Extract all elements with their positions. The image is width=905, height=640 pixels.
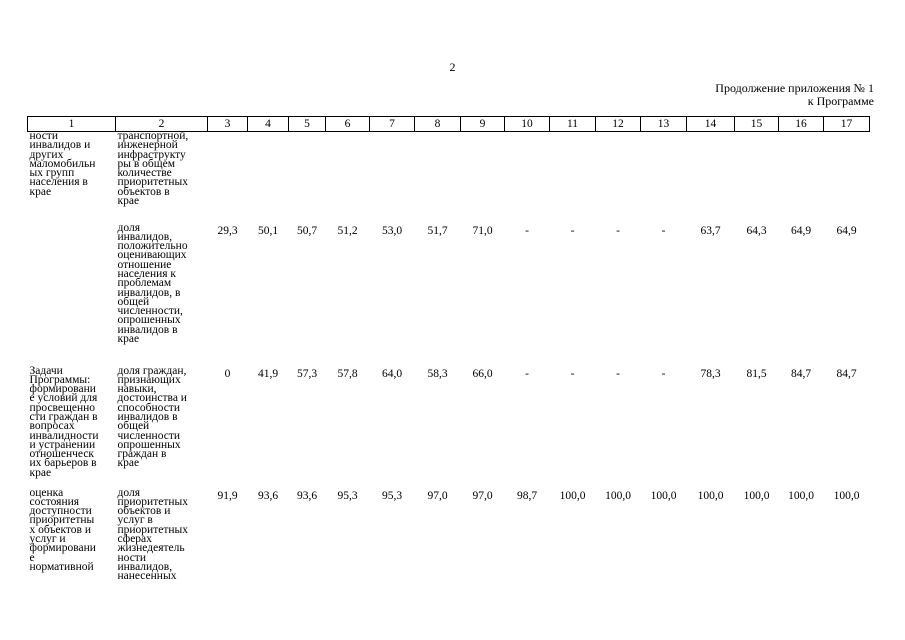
value-cell: 63,7: [700, 224, 721, 237]
value-cell: 97,0: [427, 489, 448, 502]
value-cell: [289, 132, 326, 224]
program-indicators-table: [27, 116, 870, 604]
value-cell: -: [661, 224, 666, 237]
value-cell: 51,2: [337, 224, 358, 237]
value-cell: [370, 132, 415, 224]
value-cell: 97,0: [472, 489, 493, 502]
value-cell: [208, 132, 248, 224]
value-cell: 78,3: [700, 367, 721, 380]
value-cell: 91,9: [217, 489, 238, 502]
value-cell: 51,7: [427, 224, 448, 237]
column-number-header: 3: [208, 117, 248, 132]
value-cell: 64,0: [381, 367, 403, 380]
value-cell: 53,0: [381, 224, 403, 237]
value-cell: -: [570, 224, 575, 237]
column-number-header: 15: [735, 117, 779, 132]
continuation-line-1: Продолжение приложения № 1: [715, 81, 874, 95]
value-cell: 57,3: [296, 367, 318, 380]
task-cell: [28, 224, 116, 367]
value-cell: [550, 132, 596, 224]
value-cell: -: [616, 224, 620, 237]
value-cell: 100,0: [605, 489, 631, 502]
value-cell: 100,0: [559, 489, 586, 502]
task-cell: ности инвалидов и других маломобильн ых групп населения в крае: [29, 130, 96, 198]
column-number-header: 11: [550, 117, 596, 132]
column-number-header: 16: [779, 117, 824, 132]
value-cell: 58,3: [427, 367, 448, 380]
column-number-header: 14: [687, 117, 735, 132]
value-cell: 95,3: [337, 489, 358, 502]
value-cell: 93,6: [296, 489, 318, 502]
value-cell: 100,0: [650, 489, 677, 502]
column-number-header: 1: [28, 117, 116, 132]
task-cell: Задачи Программы: формировани е условий для просвещенно сти граждан в вопросах инвалидности и устранении отношенческ их барьеров в крае: [29, 364, 99, 479]
value-cell: 64,9: [836, 224, 857, 237]
value-cell: [461, 132, 505, 224]
value-cell: 81,5: [746, 367, 767, 380]
value-cell: 71,0: [472, 224, 493, 237]
table-row: [28, 132, 870, 224]
value-cell: 84,7: [790, 367, 812, 380]
continuation-line-2: к Программе: [807, 94, 874, 108]
indicator-name-cell: доля граждан, признающих навыки, достоинства и способности инвалидов в общей численности опрошенных граждан в крае: [117, 364, 187, 470]
value-cell: 29,3: [217, 224, 238, 237]
table-row: [28, 489, 870, 604]
value-cell: 100,0: [788, 489, 814, 502]
value-cell: [641, 132, 687, 224]
value-cell: 57,8: [337, 367, 358, 380]
column-number-header: 7: [370, 117, 415, 132]
task-cell: оценка состояния доступности приоритетны х объектов и услуг и формировани е нормативной: [29, 486, 96, 573]
column-number-header: 8: [415, 117, 461, 132]
column-number-header: 12: [596, 117, 641, 132]
indicator-name-cell: доля инвалидов, положительно оценивающих отношение населения к проблемам инвалидов, в общей численности, опрошенных инвалидов в крае: [117, 221, 188, 346]
value-cell: [687, 132, 735, 224]
value-cell: -: [525, 367, 529, 380]
value-cell: [505, 132, 550, 224]
table-row: [28, 367, 870, 489]
value-cell: 100,0: [833, 489, 860, 502]
column-number-header: 5: [289, 117, 326, 132]
value-cell: 66,0: [472, 367, 493, 380]
value-cell: 50,1: [257, 224, 279, 237]
value-cell: [415, 132, 461, 224]
value-cell: [735, 132, 779, 224]
value-cell: [248, 132, 289, 224]
indicator-name-cell: доля приоритетных объектов и услуг в приоритетных сферах жизнедеятель ности инвалидов, нанесенных: [117, 486, 188, 583]
column-number-header: 9: [461, 117, 505, 132]
continuation-note: [715, 82, 874, 108]
column-number-header: 2: [116, 117, 208, 132]
value-cell: -: [525, 224, 529, 237]
value-cell: 41,9: [257, 367, 279, 380]
table-row: [28, 224, 870, 367]
column-number-header: 10: [505, 117, 550, 132]
value-cell: 0: [224, 367, 231, 380]
value-cell: 64,9: [790, 224, 812, 237]
value-cell: 100,0: [697, 489, 724, 502]
value-cell: 98,7: [516, 489, 538, 502]
value-cell: 93,6: [257, 489, 279, 502]
value-cell: [824, 132, 870, 224]
value-cell: 50,7: [296, 224, 318, 237]
value-cell: 84,7: [836, 367, 857, 380]
value-cell: -: [616, 367, 620, 380]
page-number: 2: [449, 60, 456, 74]
column-number-header: 13: [641, 117, 687, 132]
value-cell: [326, 132, 370, 224]
value-cell: -: [570, 367, 575, 380]
value-cell: 95,3: [381, 489, 403, 502]
column-number-header: 6: [326, 117, 370, 132]
value-cell: 100,0: [743, 489, 770, 502]
value-cell: -: [661, 367, 666, 380]
column-number-header: 4: [248, 117, 289, 132]
indicator-name-cell: транспортной, инженерной инфраструкту ры в общем количестве приоритетных объектов в крае: [117, 130, 189, 208]
value-cell: [596, 132, 641, 224]
value-cell: 64,3: [746, 224, 767, 237]
column-number-header: 17: [824, 117, 870, 132]
value-cell: [779, 132, 824, 224]
